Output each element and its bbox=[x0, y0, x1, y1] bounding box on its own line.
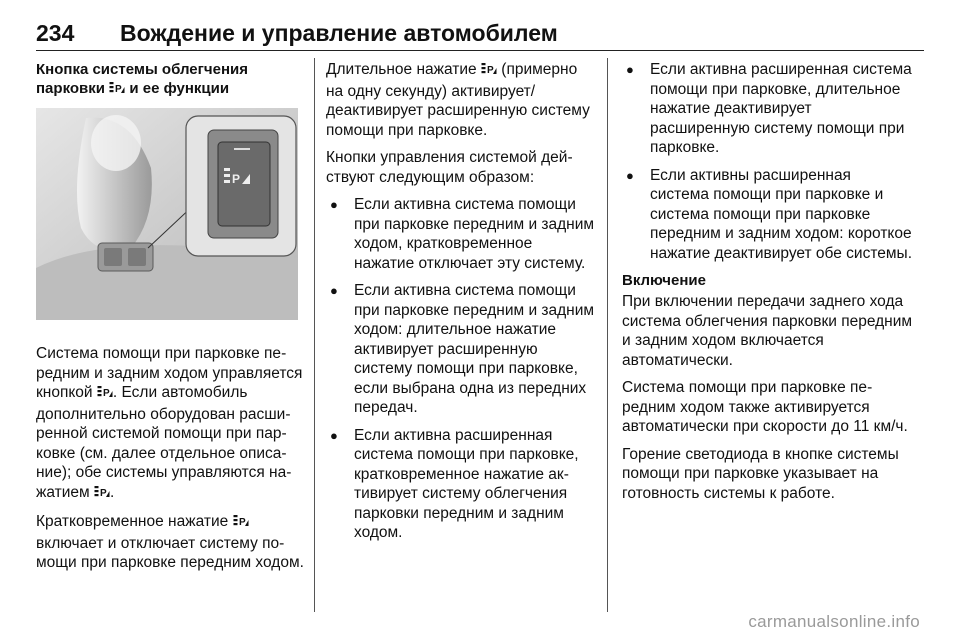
column-divider-1 bbox=[314, 58, 315, 612]
paragraph-text: включает и отключает систему помощи при парковке передним ходом. bbox=[36, 534, 304, 571]
section-heading-parking-button bbox=[36, 60, 304, 100]
paragraph-text: Длительное нажатие bbox=[326, 61, 477, 78]
svg-text:P: P bbox=[115, 84, 122, 95]
paragraph: Кнопки управления системой действуют следующим образом: bbox=[326, 149, 573, 186]
svg-text:P: P bbox=[100, 487, 107, 499]
parking-assist-icon bbox=[109, 81, 125, 100]
svg-text:P: P bbox=[102, 388, 110, 399]
section-heading-activation: Включение bbox=[622, 272, 706, 289]
page-header bbox=[36, 14, 924, 54]
paragraph-text: Кратковременное нажатие bbox=[36, 513, 229, 530]
heading-line: парковки bbox=[36, 80, 105, 97]
page-number: 234 bbox=[36, 20, 75, 46]
svg-text:P: P bbox=[486, 65, 494, 76]
list-item: ● Если активна система помощи при парковке передним и задним ходом: длительное нажатие активирует расширенную систему помощи при парковке, если выбрана одна из передних передач. bbox=[326, 281, 596, 418]
parking-assist-icon bbox=[94, 485, 110, 505]
list-item: ● Если активны расширенная система помощи при парковке и система помощи при парковке передним и задним ходом: короткое нажатие деактивирует обе системы. bbox=[622, 166, 914, 264]
page-title: Вождение и управление автомобилем bbox=[120, 20, 558, 46]
column-2 bbox=[326, 60, 596, 551]
paragraph bbox=[36, 512, 304, 573]
parking-assist-icon bbox=[97, 385, 113, 405]
column-3 bbox=[622, 60, 914, 511]
paragraph-text: (примерно на одну секунду) активирует/ деактивирует расширенную систему помощи при парковке. bbox=[326, 61, 590, 139]
parking-button-illustration bbox=[36, 108, 298, 320]
paragraph-text: . Если автомобиль дополнительно оборудован расширенной системой помощи при парковке (см. далее отдельное описание); обе системы управляются нажатием bbox=[36, 384, 292, 501]
svg-text:P: P bbox=[232, 172, 241, 186]
column-1 bbox=[36, 60, 304, 581]
paragraph-text: Система помощи при парковке передним и задним ходом управляется кнопкой bbox=[36, 345, 303, 401]
paragraph: Система помощи при парковке передним ходом также активируется автоматически при скорости до 11 км/ч. bbox=[622, 379, 908, 435]
list-item: ● Если активна расширенная система помощи при парковке, кратковременное нажатие активирует систему облегчения парковки передним и задним ходом. bbox=[326, 426, 596, 543]
paragraph bbox=[326, 60, 596, 140]
parking-assist-icon bbox=[481, 62, 497, 82]
bullet-list bbox=[622, 60, 914, 263]
parking-assist-icon bbox=[233, 514, 249, 534]
heading-line: и ее функции bbox=[129, 80, 230, 97]
paragraph bbox=[36, 344, 304, 504]
column-divider-2 bbox=[607, 58, 608, 612]
heading-line: Кнопка системы облегчения bbox=[36, 61, 248, 78]
paragraph-text: . bbox=[110, 483, 115, 501]
list-item: ● Если активна система помощи при парковке передним и задним ходом, кратковременное нажатие отключает эту систему. bbox=[326, 195, 596, 273]
svg-text:P: P bbox=[238, 517, 246, 528]
bullet-list bbox=[326, 195, 596, 543]
watermark-text: carmanualsonline.info bbox=[748, 612, 920, 631]
header-rule bbox=[36, 50, 924, 51]
list-item: ● Если активна расширенная система помощи при парковке, длительное нажатие деактивирует расширенную систему помощи при парковке. bbox=[622, 60, 914, 158]
paragraph: Горение светодиода в кнопке системы помощи при парковке указывает на готовность системы к работе. bbox=[622, 445, 899, 502]
paragraph: При включении передачи заднего хода система облегчения парковки передним и задним ходом включается автоматически. bbox=[622, 293, 913, 369]
